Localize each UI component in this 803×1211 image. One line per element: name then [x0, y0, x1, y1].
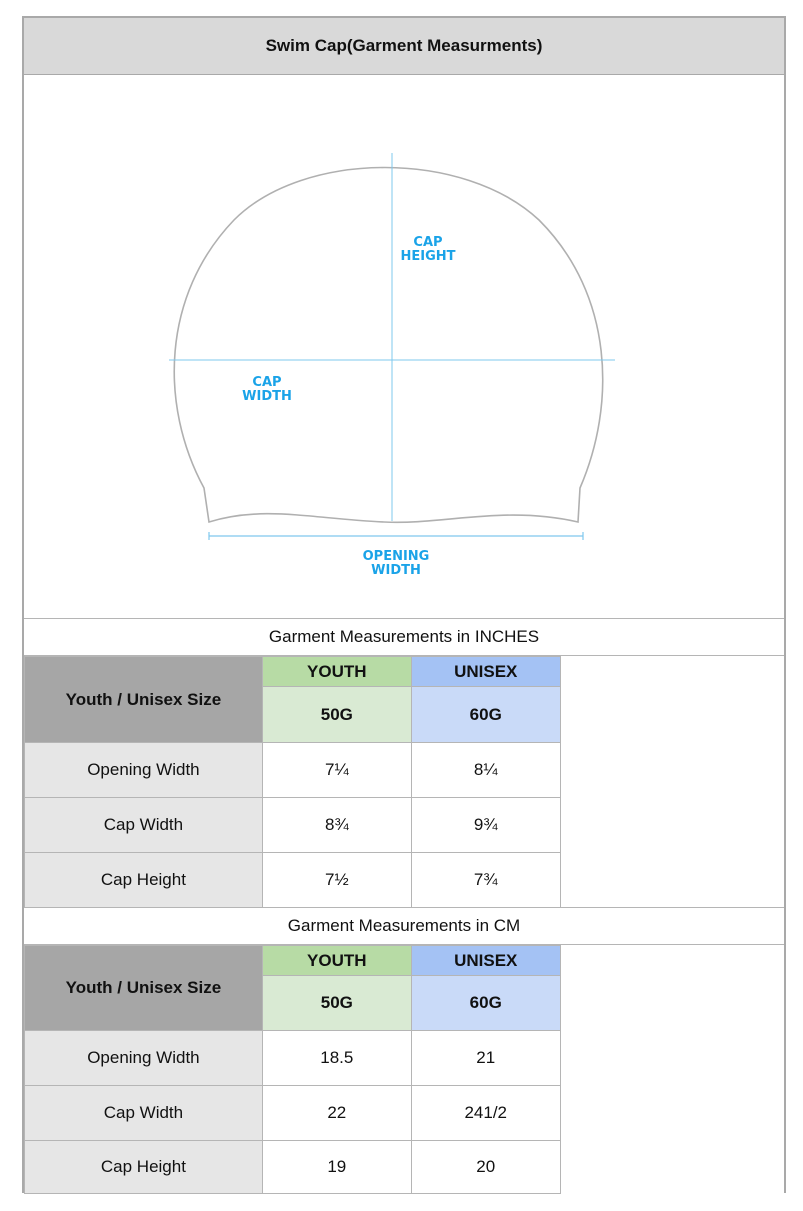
youth-opening-width-value: 7¼ — [262, 743, 411, 798]
cap-width-label-line2: WIDTH — [242, 389, 292, 404]
unisex-group-header: UNISEX — [411, 946, 560, 976]
inches-section-heading: Garment Measurements in INCHES — [24, 618, 784, 656]
cap-outline — [174, 168, 602, 523]
opening-width-label-line1: OPENING — [362, 549, 430, 564]
youth-size-code: 50G — [262, 687, 411, 743]
size-chart-sheet — [22, 16, 786, 1193]
unisex-cap-width-value: 9¾ — [411, 798, 560, 853]
youth-opening-width-value: 18.5 — [262, 1031, 411, 1086]
inches-measurement-table — [24, 656, 784, 908]
cap-width-label-line1: CAP — [252, 375, 282, 390]
blank-cell — [560, 946, 784, 1194]
row-label-opening-width: Opening Width — [25, 743, 263, 798]
youth-group-header: YOUTH — [262, 657, 411, 687]
unisex-size-code: 60G — [411, 976, 560, 1031]
youth-cap-width-value: 22 — [262, 1086, 411, 1141]
swim-cap-diagram — [24, 75, 784, 618]
unisex-cap-height-value: 20 — [411, 1141, 560, 1194]
unisex-group-header: UNISEX — [411, 657, 560, 687]
swim-cap-illustration — [24, 75, 784, 618]
cm-section-heading: Garment Measurements in CM — [24, 907, 784, 945]
cap-height-label-line2: HEIGHT — [400, 249, 456, 264]
row-label-cap-height: Cap Height — [25, 1141, 263, 1194]
row-label-opening-width: Opening Width — [25, 1031, 263, 1086]
chart-title: Swim Cap(Garment Measurments) — [24, 18, 784, 75]
youth-cap-height-value: 19 — [262, 1141, 411, 1194]
youth-size-code: 50G — [262, 976, 411, 1031]
youth-group-header: YOUTH — [262, 946, 411, 976]
cap-height-label-line1: CAP — [413, 235, 443, 250]
unisex-size-code: 60G — [411, 687, 560, 743]
row-label-cap-width: Cap Width — [25, 798, 263, 853]
unisex-cap-width-value: 241/2 — [411, 1086, 560, 1141]
size-header-cell: Youth / Unisex Size — [25, 946, 263, 1031]
opening-width-label-line2: WIDTH — [371, 563, 421, 578]
size-header-cell: Youth / Unisex Size — [25, 657, 263, 743]
row-label-cap-height: Cap Height — [25, 853, 263, 908]
unisex-opening-width-value: 8¼ — [411, 743, 560, 798]
blank-cell — [560, 657, 784, 908]
row-label-cap-width: Cap Width — [25, 1086, 263, 1141]
youth-cap-width-value: 8¾ — [262, 798, 411, 853]
youth-cap-height-value: 7½ — [262, 853, 411, 908]
unisex-cap-height-value: 7¾ — [411, 853, 560, 908]
cm-measurement-table — [24, 945, 784, 1194]
unisex-opening-width-value: 21 — [411, 1031, 560, 1086]
